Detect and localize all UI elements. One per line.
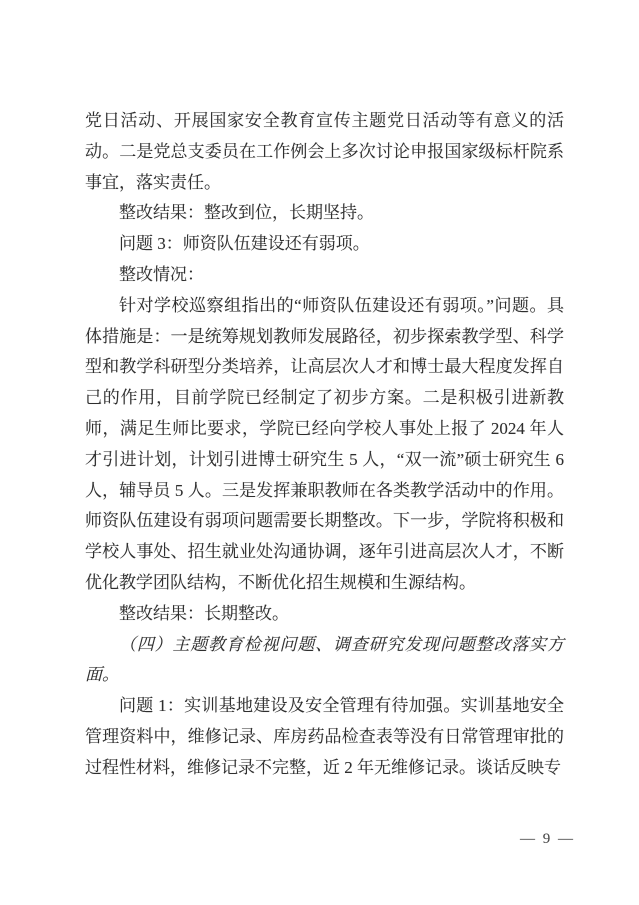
page-number: — 9 — <box>520 831 575 847</box>
document-body <box>85 106 564 784</box>
paragraph-section-heading: （四）主题教育检视问题、调查研究发现问题整改落实方面。 <box>85 634 564 685</box>
paragraph-measures: 针对学校巡察组指出的“师资队伍建设还有弱项。”问题。具体措施是：一是统筹规划教师发展路径，初步探索教学型、科学型和教学科研型分类培养，让高层次人才和博士最大程度发挥自己的作用，目前学院已经制定了初步方案。二是积极引进新教师，满足生师比要求，学院已经向学校人事处上报了 2024 年人才引进计划，计划引进博士研究生 5 人，“双一流”硕士研究生 6 人，辅导员 5 人。三是发挥兼职教师在各类教学活动中的作用。师资队伍建设有弱项问题需要长期整改。下一步，学院将积极和学校人事处、招生就业处沟通协调，逐年引进高层次人才，不断优化教学团队结构，不断优化招生规模和生源结构。 <box>85 295 564 592</box>
paragraph-continuation: 党日活动、开展国家安全教育宣传主题党日活动等有意义的活动。二是党总支委员在工作例会上多次讨论申报国家级标杆院系事宜，落实责任。 <box>85 111 564 192</box>
paragraph-rectification-result-2: 整改结果：长期整改。 <box>119 603 289 623</box>
paragraph-rectification-result: 整改结果：整改到位，长期坚持。 <box>119 203 374 223</box>
paragraph-rectification-status: 整改情况： <box>119 264 204 284</box>
paragraph-issue-3: 问题 3：师资队伍建设还有弱项。 <box>119 234 370 254</box>
paragraph-issue-1: 问题 1：实训基地建设及安全管理有待加强。实训基地安全管理资料中，维修记录、库房药品检查表等没有日常管理审批的过程性材料，维修记录不完整，近 2 年无维修记录。谈话反映专 <box>85 696 564 777</box>
